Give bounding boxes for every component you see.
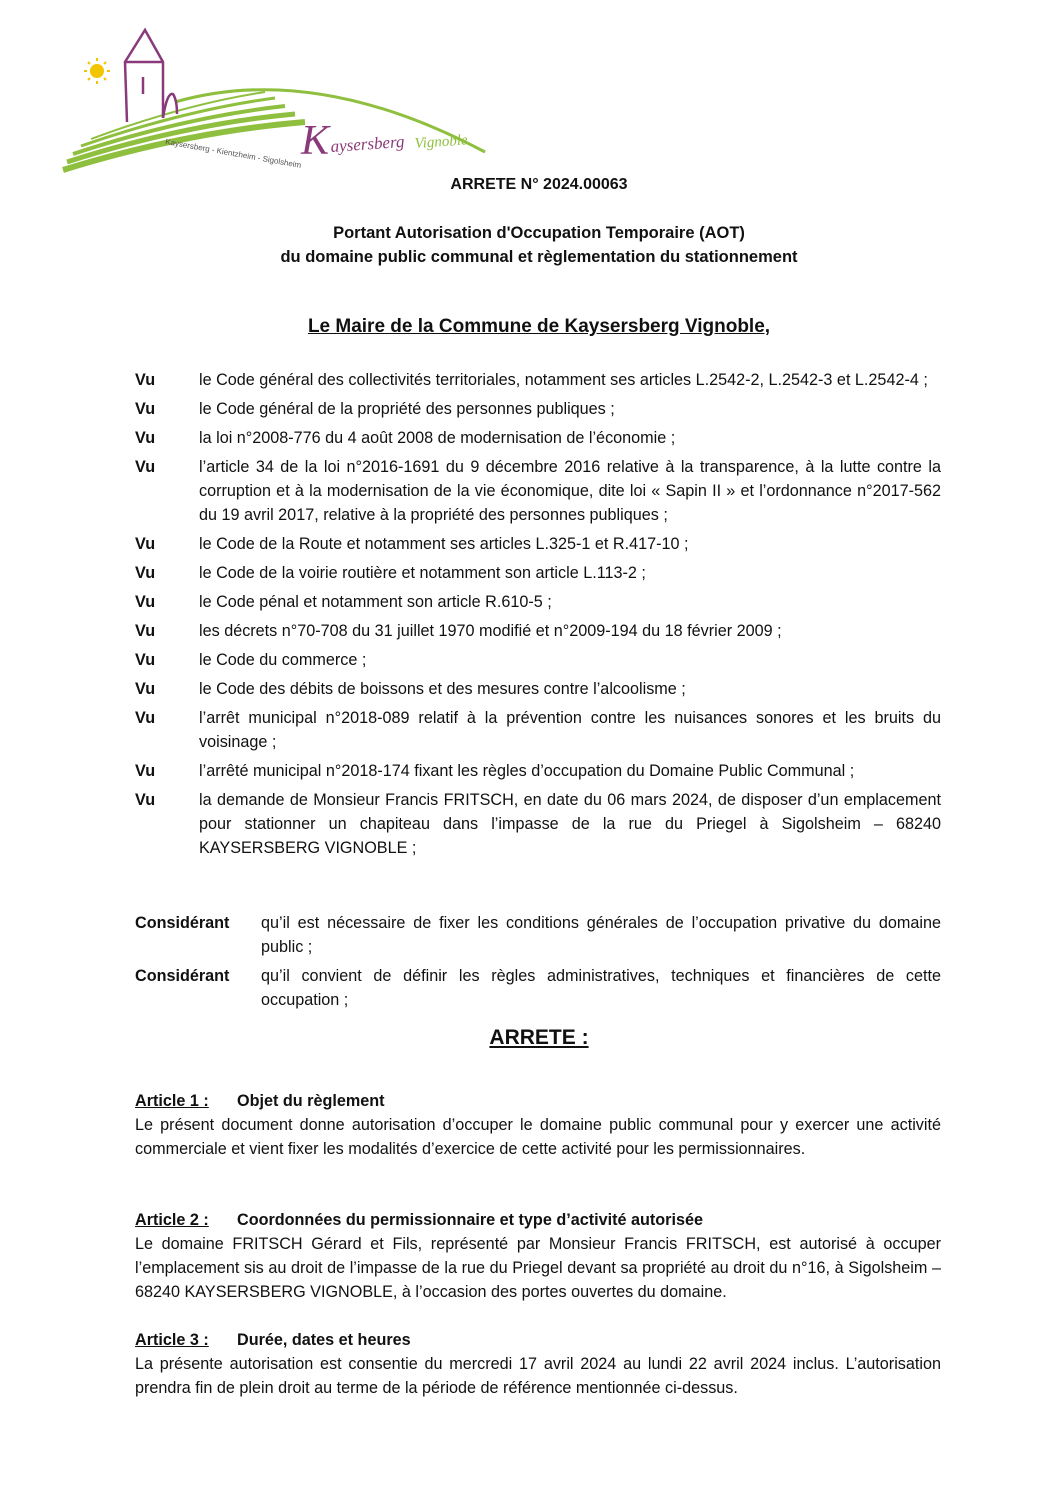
vu-label: Vu xyxy=(135,709,156,727)
vu-label: Vu xyxy=(135,429,156,447)
considerant-label: Considérant xyxy=(135,967,230,985)
considerant-item xyxy=(135,964,941,1012)
kaysersberg-vignoble-logo xyxy=(55,22,495,182)
decree-subtitle-line-1: Portant Autorisation d'Occupation Temporaire (AOT) xyxy=(333,224,745,242)
maire-heading: Le Maire de la Commune de Kaysersberg Vignoble, xyxy=(307,316,771,337)
sun-icon xyxy=(84,58,110,84)
brand-name-text: aysersberg xyxy=(329,131,406,156)
article-heading xyxy=(135,1089,941,1113)
vu-item xyxy=(135,532,941,556)
vu-label: Vu xyxy=(135,651,156,669)
article-1 xyxy=(135,1089,941,1161)
vu-text: le Code pénal et notamment son article R.610-5 ; xyxy=(199,593,552,611)
vu-text: l’arrêté municipal n°2018-174 fixant les règles d’occupation du Domaine Public Communal ; xyxy=(199,762,855,780)
vu-label: Vu xyxy=(135,564,156,582)
article-3 xyxy=(135,1328,941,1400)
vu-text: le Code général des collectivités territoriales, notamment ses articles L.2542-2, L.2542-3 et L.2542-4 ; xyxy=(199,371,928,389)
considerant-item xyxy=(135,911,941,959)
brand-name-vignoble: Vignoble xyxy=(414,132,469,152)
article-title: Objet du règlement xyxy=(237,1092,385,1110)
vu-text: le Code de la voirie routière et notamment son article L.113-2 ; xyxy=(199,564,646,582)
vu-item xyxy=(135,648,941,672)
vu-item xyxy=(135,426,941,450)
vu-label: Vu xyxy=(135,535,156,553)
vu-label: Vu xyxy=(135,762,156,780)
vu-label: Vu xyxy=(135,371,156,389)
vu-text: l’article 34 de la loi n°2016-1691 du 9 décembre 2016 relative à la transparence, à la lutte contre la corruption et à la modernisation de la vie économique, dite loi « Sapin II » et l’ordonnance n°2017-562 du 19 avril 2017, relative à la propriété des personnes publiques ; xyxy=(199,458,941,524)
vu-item xyxy=(135,706,941,754)
vu-label: Vu xyxy=(135,400,156,418)
vu-list xyxy=(135,368,941,865)
article-body: La présente autorisation est consentie du mercredi 17 avril 2024 au lundi 22 avril 2024 inclus. L’autorisation prendra fin de plein droit au terme de la période de référence mentionnée ci-dessus. xyxy=(135,1355,941,1397)
vu-item xyxy=(135,397,941,421)
vu-text: le Code de la Route et notamment ses articles L.325-1 et R.417-10 ; xyxy=(199,535,689,553)
vu-item xyxy=(135,788,941,860)
article-title: Coordonnées du permissionnaire et type d’activité autorisée xyxy=(237,1211,703,1229)
vu-text: la demande de Monsieur Francis FRITSCH, en date du 06 mars 2024, de disposer d’un emplacement pour stationner un chapiteau dans l’impasse de la rue du Priegel à Sigolsheim – 68240 KAYSERSBERG VIGNOBLE ; xyxy=(199,791,941,857)
decree-subtitle-line-2: du domaine public communal et règlementation du stationnement xyxy=(280,248,798,266)
vu-label: Vu xyxy=(135,593,156,611)
article-body: Le présent document donne autorisation d’occuper le domaine public communal pour y exercer une activité commerciale et vient fixer les modalités d’exercice de cette activité pour les permissionnaires. xyxy=(135,1116,941,1158)
communes-text: Kaysersberg - Kientzheim - Sigolsheim xyxy=(164,137,302,170)
decree-number: ARRETE N° 2024.00063 xyxy=(450,176,628,193)
vu-text: le Code général de la propriété des personnes publiques ; xyxy=(199,400,615,418)
article-heading xyxy=(135,1208,941,1232)
vu-label: Vu xyxy=(135,622,156,640)
considerant-label: Considérant xyxy=(135,914,230,932)
vu-item xyxy=(135,590,941,614)
article-number: Article 1 : xyxy=(135,1092,209,1110)
vu-text: le Code des débits de boissons et des mesures contre l’alcoolisme ; xyxy=(199,680,686,698)
considerant-text: qu’il convient de définir les règles administratives, techniques et financières de cette occupation ; xyxy=(261,967,941,1009)
vu-item xyxy=(135,619,941,643)
vu-item xyxy=(135,759,941,783)
arrete-heading: ARRETE : xyxy=(489,1026,589,1049)
article-title: Durée, dates et heures xyxy=(237,1331,411,1349)
vu-item xyxy=(135,561,941,585)
vu-label: Vu xyxy=(135,791,156,809)
vu-label: Vu xyxy=(135,680,156,698)
article-heading xyxy=(135,1328,941,1352)
considerant-list xyxy=(135,911,941,1017)
vu-text: l’arrêt municipal n°2018-089 relatif à la prévention contre les nuisances sonores et les bruits du voisinage ; xyxy=(199,709,941,751)
vu-text: les décrets n°70-708 du 31 juillet 1970 modifié et n°2009-194 du 18 février 2009 ; xyxy=(199,622,782,640)
article-number: Article 2 : xyxy=(135,1211,209,1229)
tower-icon xyxy=(125,30,177,122)
vu-item xyxy=(135,368,941,392)
article-2 xyxy=(135,1208,941,1304)
vu-text: la loi n°2008-776 du 4 août 2008 de modernisation de l’économie ; xyxy=(199,429,676,447)
vu-item xyxy=(135,677,941,701)
brand-initial-k: K xyxy=(301,118,330,164)
vu-text: le Code du commerce ; xyxy=(199,651,367,669)
vu-item xyxy=(135,455,941,527)
article-body: Le domaine FRITSCH Gérard et Fils, représenté par Monsieur Francis FRITSCH, est autorisé à occuper l’emplacement sis au droit de l’impasse de la rue du Priegel devant sa propriété au droit du n°16, à Sigolsheim – 68240 KAYSERSBERG VIGNOBLE, à l’occasion des portes ouvertes du domaine. xyxy=(135,1235,941,1301)
considerant-text: qu’il est nécessaire de fixer les conditions générales de l’occupation privative du domaine public ; xyxy=(261,914,941,956)
article-number: Article 3 : xyxy=(135,1331,209,1349)
vu-label: Vu xyxy=(135,458,156,476)
